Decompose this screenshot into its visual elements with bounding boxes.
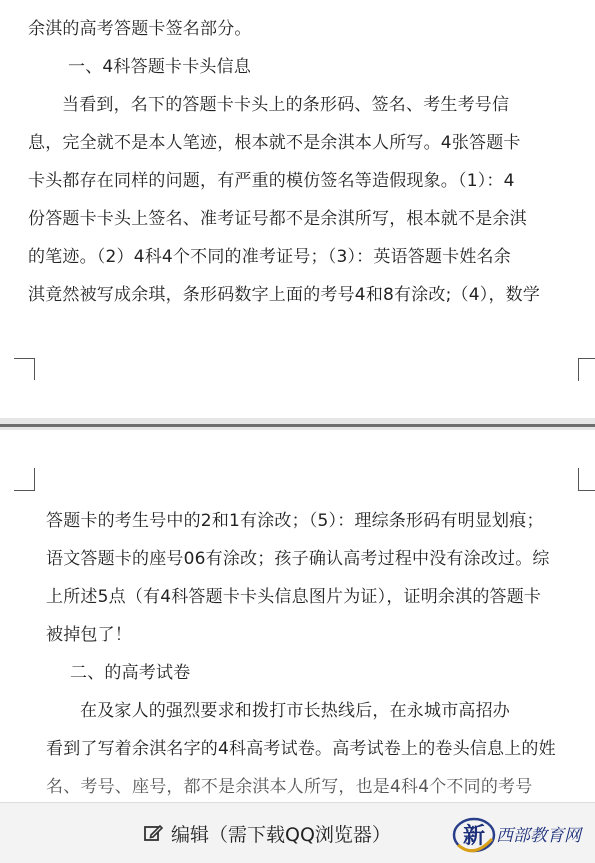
crop-mark bbox=[578, 468, 595, 491]
edit-button[interactable] bbox=[143, 815, 391, 851]
logo-text: 西部教育网 bbox=[496, 826, 581, 846]
bottom-bar bbox=[0, 802, 595, 863]
crop-mark bbox=[578, 358, 595, 381]
paragraph-line: 卡头都存在同样的问题，有严重的模仿签名等造假现象。（1）：4 bbox=[28, 171, 515, 191]
paragraph-line: 答题卡的考生号中的2和1有涂改；（5）：理综条形码有明显划痕； bbox=[46, 511, 544, 531]
logo-emblem bbox=[452, 809, 592, 859]
document-page-2 bbox=[0, 430, 595, 802]
section-heading: 一、4科答题卡卡头信息 bbox=[68, 57, 252, 77]
edit-label: 编辑（需下载QQ浏览器） bbox=[171, 823, 391, 846]
paragraph-line: 名、考号、座号，都不是余淇本人所写，也是4科4个不同的考号 bbox=[46, 777, 533, 797]
paragraph-line: 息，完全就不是本人笔迹，根本就不是余淇本人所写。4张答题卡 bbox=[28, 133, 521, 153]
paragraph-line: 被掉包了！ bbox=[46, 625, 132, 645]
paragraph-line: 当看到，名下的答题卡卡头上的条形码、签名、考生考号信 bbox=[62, 95, 510, 115]
crop-mark bbox=[14, 358, 34, 359]
page-separator-line bbox=[0, 424, 595, 427]
paragraph-line: 的笔迹。（2）4科4个不同的准考证号；（3）：英语答题卡姓名余 bbox=[28, 247, 511, 267]
paragraph-line: 语文答题卡的座号06有涂改；孩子确认高考过程中没有涂改过。综 bbox=[46, 549, 550, 569]
crop-mark bbox=[14, 468, 35, 491]
paragraph-line: 上所述5点（有4科答题卡卡头信息图片为证），证明余淇的答题卡 bbox=[46, 587, 542, 607]
crop-mark bbox=[14, 358, 35, 380]
edit-icon bbox=[143, 823, 163, 843]
paragraph-line: 在及家人的强烈要求和拨打市长热线后，在永城市高招办 bbox=[80, 701, 510, 721]
page-1-text bbox=[28, 14, 560, 310]
paragraph-line: 余淇的高考答题卡签名部分。 bbox=[28, 19, 252, 39]
document-page-1 bbox=[0, 0, 595, 418]
page-2-text bbox=[46, 506, 566, 802]
section-heading: 二、的高考试卷 bbox=[70, 663, 191, 683]
paragraph-line: 份答题卡卡头上签名、准考证号都不是余淇所写，根本就不是余淇 bbox=[28, 209, 527, 229]
site-logo bbox=[452, 809, 592, 859]
paragraph-line: 淇竟然被写成余琪，条形码数字上面的考号4和8有涂改;（4），数学 bbox=[28, 285, 541, 305]
paragraph-line: 看到了写着余淇名字的4科高考试卷。高考试卷上的卷头信息上的姓 bbox=[46, 739, 556, 759]
logo-mark: 新 bbox=[462, 823, 486, 849]
